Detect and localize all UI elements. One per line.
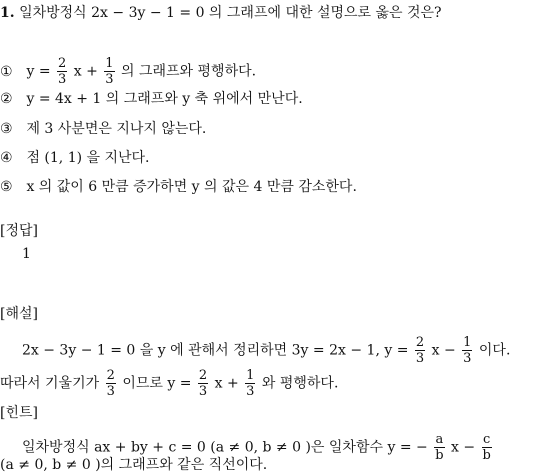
choice-text-post: 의 그래프와 평행하다. bbox=[121, 63, 257, 80]
explanation-text: x + bbox=[214, 375, 239, 392]
fraction: $\frac{2}{3}$ bbox=[106, 368, 115, 399]
choice-1[interactable] bbox=[0, 56, 256, 87]
hint-label: [힌트] bbox=[0, 405, 38, 421]
choice-marker: ⑤ bbox=[0, 179, 13, 195]
choice-text: 제 3 사분면은 지나지 않는다. bbox=[26, 121, 207, 137]
choice-5[interactable] bbox=[0, 178, 357, 196]
fraction: $\frac{1}{3}$ bbox=[105, 56, 114, 87]
fraction: $\frac{1}{3}$ bbox=[246, 368, 255, 399]
fraction: $\frac{c}{b}$ bbox=[482, 432, 491, 463]
question-text: 일차방정식 2x − 3y − 1 = 0 의 그래프에 대한 설명으로 옳은 것은? bbox=[19, 5, 442, 21]
choice-text: y = 4x + 1 의 그래프와 y 축 위에서 만난다. bbox=[26, 91, 303, 107]
choice-marker: ④ bbox=[0, 150, 13, 166]
choice-4[interactable] bbox=[0, 149, 150, 167]
answer-label: [정답] bbox=[0, 223, 38, 239]
choice-text: x 의 값이 6 만큼 증가하면 y 의 값은 4 만큼 감소한다. bbox=[26, 179, 357, 195]
explanation-text: 2x − 3y − 1 = 0 을 y 에 관해서 정리하면 3y = 2x − 1, bbox=[22, 342, 380, 359]
fraction: $\frac{a}{b}$ bbox=[435, 432, 444, 463]
explanation-text: 와 평행하다. bbox=[261, 375, 339, 392]
choice-marker: ② bbox=[0, 91, 13, 107]
question-number: 1. bbox=[0, 5, 15, 21]
explanation-text: 따라서 기울기가 bbox=[0, 375, 100, 392]
choice-text-mid: x + bbox=[73, 63, 98, 80]
choice-marker: ③ bbox=[0, 121, 13, 137]
hint-text: 일차방정식 ax + by + c = 0 (a ≠ 0, b ≠ 0 )은 일차함수 y = − bbox=[22, 439, 428, 456]
explanation-text: 이므로 y = bbox=[122, 375, 192, 392]
explanation-text: 이다. bbox=[478, 342, 511, 359]
explanation-text: x − bbox=[431, 342, 456, 359]
hint-text: x − bbox=[450, 439, 476, 456]
question-line bbox=[0, 4, 442, 22]
fraction: $\frac{2}{3}$ bbox=[58, 56, 67, 87]
explanation-text: y = bbox=[384, 342, 409, 359]
choice-text-pre: y = bbox=[26, 63, 51, 80]
explanation-line-1 bbox=[0, 335, 510, 366]
choice-marker: ① bbox=[0, 63, 13, 80]
choice-text: 점 (1, 1) 을 지난다. bbox=[26, 150, 150, 166]
explanation-line-2 bbox=[0, 368, 338, 399]
fraction: $\frac{1}{3}$ bbox=[463, 335, 472, 366]
fraction: $\frac{2}{3}$ bbox=[415, 335, 425, 366]
choice-2[interactable] bbox=[0, 90, 303, 108]
hint-line-2: (a ≠ 0, b ≠ 0 )의 그래프와 같은 직선이다. bbox=[0, 457, 268, 473]
fraction: $\frac{2}{3}$ bbox=[198, 368, 208, 399]
choice-3[interactable] bbox=[0, 120, 206, 138]
answer-value: 1 bbox=[22, 246, 31, 262]
explanation-label: [해설] bbox=[0, 306, 38, 322]
